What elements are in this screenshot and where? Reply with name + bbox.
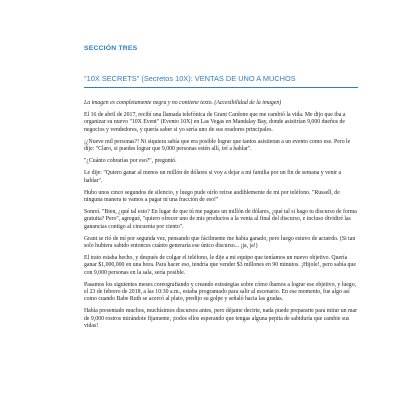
paragraph: "¿Cuánto cobrarías por eso?", preguntó. (84, 158, 177, 165)
chapter-title: "10X SECRETS" (Secretos 10X): VENTAS DE UNO A MUCHOS (84, 74, 358, 88)
paragraph: ¡¿Nueve mil personas?! Ni siquiera sabía que era posible lograr que tantos asistieran a un evento como ese. Pero le dije: "Claro, si puedes lograr que 9,000 personas estén allí, iré a hablar". (84, 138, 351, 153)
paragraph: Sonreí. "Bien, ¿qué tal esto? En lugar de que tú me pagues un millón de dólares, ¿qué tal si hago tu discurso de forma gratuita? Pero", agregué, "quiero ofrecer uno de mis productos a la venta al final del discurso, e incluso dividiré las ganancias contigo al cincuenta por ciento". (84, 209, 357, 230)
paragraph: Había presentado muchos, muchísimos discursos antes, pero déjame decirte, nada puede prepararte para mirar un mar de 9,000 rostros mirándote fijamente, ¡todos ellos esperando que tengas alguna pepita de sabiduría que cambie sus vidas! (84, 308, 357, 329)
body-text (84, 100, 358, 330)
image-accessibility-note: La imagen es completamente negra y no contiene texto. (Accesibilidad de la imagen) (84, 100, 282, 106)
paragraph: Grant se rió de mí por segunda vez, pensando que fácilmente me había ganado, pero luego estuvo de acuerdo. (Si tan solo hubiera sabido entonces cuánto generaría ese único discurso... ¡ja, ja!) (84, 235, 356, 250)
paragraph: Pasamos los siguientes meses coreografiando y creando estrategias sobre cómo íbamos a lograr ese objetivo, y luego, el 23 de febrero de 2018, a las 10:30 a.m., estaba programado para salir al escenario. En ese momento, fue algo así como cuando Babe Ruth se acercó al plato, predijo su golpe y señaló hacia las gradas. (84, 281, 357, 303)
paragraph: El trato estaba hecho, y después de colgar el teléfono, le dije a mi equipo que teníamos un nuevo objetivo. Quería ganar $1,000,000 en una hora. Para hacer eso, tendría que vender $3 millones en 90 minutos. ¡Hijole!, pero sabía que con 9,000 personas en la sala, sería posible. (84, 255, 356, 276)
paragraph: Hubo unos cinco segundos de silencio, y luego pude oírlo reírse audiblemente de mi por teléfono. "Russell, de ninguna manera te vamos a pagar ni una fracción de eso!" (84, 189, 340, 204)
paragraph: Le dije: "Quiero ganar al menos un millón de dólares si voy a dejar a mi familia por un fin de semana y venir a hablar". (84, 170, 342, 184)
paragraph: El 16 de abril de 2017, recibí una llamada telefónica de Grant Cardone que me cambió la vida. Me dijo que iba a organizar su nuevo "10X Event" (Evento 10X) en Las Vegas en Mandalay Bay, donde asistirían 9,000 dueños de negocios y vendedores, y quería saber si yo sería uno de sus oradores principales. (84, 112, 346, 133)
section-label: SECCIÓN TRES (84, 45, 138, 52)
